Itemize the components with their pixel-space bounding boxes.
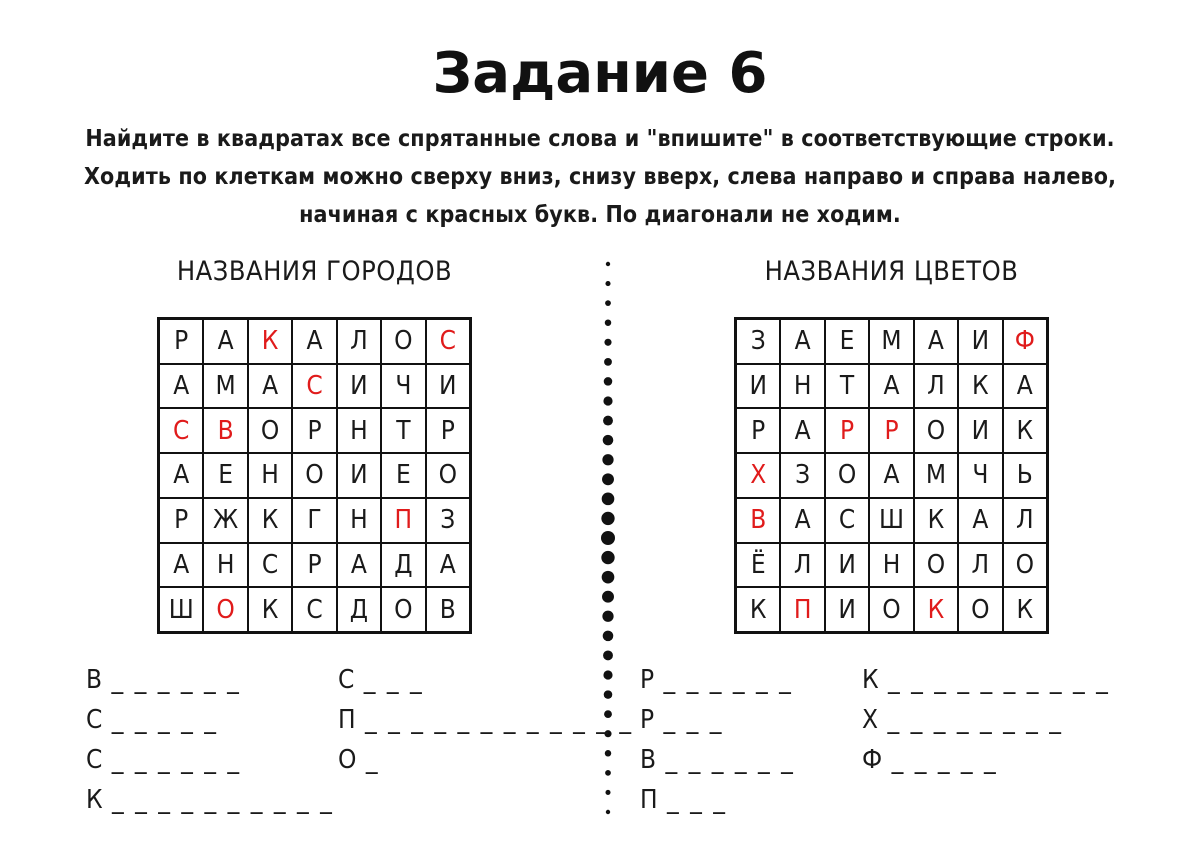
grid-cell: О (293, 454, 335, 497)
grid-cell: С (427, 320, 469, 363)
grid-cell: Р (160, 499, 202, 542)
grid-cell: С (293, 588, 335, 631)
divider-dot (603, 650, 613, 660)
grid-cell: А (781, 499, 823, 542)
grid-cell: П (382, 499, 424, 542)
grid-cell: О (427, 454, 469, 497)
grid-cell: Р (427, 409, 469, 452)
divider-dot (603, 435, 614, 446)
grid-cell: К (915, 588, 957, 631)
answer-first-letter: С (338, 665, 356, 695)
divider-dot (602, 473, 614, 485)
answer-line[interactable] (640, 702, 723, 738)
grid-cell: А (204, 320, 246, 363)
grid-cell: Р (826, 409, 868, 452)
divider-dot (605, 281, 610, 286)
answer-first-letter: В (640, 745, 658, 775)
grid-cell: К (1004, 409, 1046, 452)
grid-cell: О (915, 544, 957, 587)
divider-dot (605, 750, 611, 756)
answer-first-letter: Ф (862, 745, 884, 775)
grid-cell: Н (204, 544, 246, 587)
grid-cell: С (826, 499, 868, 542)
grid-cell: Х (737, 454, 779, 497)
divider-dot (603, 396, 612, 405)
flowers-letter-grid (734, 317, 1049, 634)
divider-dot (601, 512, 614, 525)
answer-line[interactable] (862, 702, 1063, 738)
grid-cell: Ж (204, 499, 246, 542)
answer-first-letter: Х (862, 705, 880, 735)
divider-dot (602, 493, 615, 506)
grid-cell: П (781, 588, 823, 631)
grid-cell: З (737, 320, 779, 363)
answer-line[interactable] (86, 742, 241, 778)
divider-dot (602, 571, 615, 584)
answer-blanks: _ _ _ _ _ _ (663, 665, 793, 695)
grid-cell: О (915, 409, 957, 452)
grid-cell: Ш (870, 499, 912, 542)
divider-dot (605, 790, 610, 795)
answer-first-letter: К (862, 665, 880, 695)
answer-blanks: _ _ _ _ _ _ _ _ _ _ (888, 665, 1110, 695)
answer-line[interactable] (86, 662, 241, 698)
grid-cell: И (826, 588, 868, 631)
grid-cell: Т (382, 409, 424, 452)
grid-cell: Р (160, 320, 202, 363)
grid-cell: И (959, 409, 1001, 452)
instruction-line-1: Найдите в квадратах все спрятанные слова и "впишите" в соответствующие строки. (85, 126, 1115, 152)
divider-dot (605, 770, 611, 776)
answer-line[interactable] (640, 662, 793, 698)
grid-cell: А (870, 365, 912, 408)
divider-dot (606, 262, 610, 266)
answer-blanks: _ _ _ _ _ _ (111, 665, 241, 695)
grid-cell: Н (249, 454, 291, 497)
grid-cell: Ш (160, 588, 202, 631)
instruction-line-2: Ходить по клеткам можно сверху вниз, снизу вверх, слева направо и справа налево, (83, 164, 1117, 190)
grid-cell: В (204, 409, 246, 452)
grid-cell: И (338, 365, 380, 408)
grid-cell: О (870, 588, 912, 631)
answer-first-letter: П (338, 705, 357, 735)
grid-cell: А (781, 320, 823, 363)
grid-cell: Л (959, 544, 1001, 587)
grid-cell: А (338, 544, 380, 587)
grid-cell: С (249, 544, 291, 587)
answer-first-letter: О (338, 745, 358, 775)
grid-cell: Н (338, 499, 380, 542)
grid-cell: К (737, 588, 779, 631)
grid-cell: Е (382, 454, 424, 497)
grid-cell: К (959, 365, 1001, 408)
grid-cell: М (204, 365, 246, 408)
grid-cell: К (1004, 588, 1046, 631)
flowers-heading: НАЗВАНИЯ ЦВЕТОВ (764, 256, 1019, 287)
grid-cell: А (160, 365, 202, 408)
grid-cell: А (160, 454, 202, 497)
grid-cell: И (826, 544, 868, 587)
answer-blanks: _ (365, 745, 380, 775)
answer-blanks: _ _ _ _ _ _ _ _ _ _ (112, 785, 334, 815)
grid-cell: А (427, 544, 469, 587)
answer-blanks: _ _ _ (363, 665, 424, 695)
grid-cell: А (1004, 365, 1046, 408)
grid-cell: А (915, 320, 957, 363)
grid-cell: Ё (737, 544, 779, 587)
grid-cell: В (427, 588, 469, 631)
answer-first-letter: П (640, 785, 659, 815)
grid-cell: Ф (1004, 320, 1046, 363)
answer-line[interactable] (862, 662, 1110, 698)
answer-line[interactable] (862, 742, 998, 778)
grid-cell: З (427, 499, 469, 542)
grid-cell: З (781, 454, 823, 497)
answer-first-letter: В (86, 665, 104, 695)
grid-cell: О (204, 588, 246, 631)
answer-blanks: _ _ _ _ _ (891, 745, 998, 775)
answer-blanks: _ _ _ (667, 785, 727, 815)
answer-blanks: _ _ _ _ _ _ (665, 745, 795, 775)
grid-cell: О (826, 454, 868, 497)
grid-cell: М (870, 320, 912, 363)
answer-blanks: _ _ _ _ _ _ _ _ _ _ _ _ (365, 705, 634, 735)
grid-cell: И (959, 320, 1001, 363)
grid-cell: А (249, 365, 291, 408)
answer-line[interactable] (338, 662, 424, 698)
divider-dot (602, 611, 613, 622)
grid-cell: Ч (382, 365, 424, 408)
grid-cell: О (1004, 544, 1046, 587)
grid-cell: В (737, 499, 779, 542)
grid-cell: М (915, 454, 957, 497)
grid-cell: А (160, 544, 202, 587)
divider-dot (603, 670, 612, 679)
grid-cell: Н (870, 544, 912, 587)
grid-cell: А (293, 320, 335, 363)
grid-cell: Р (293, 544, 335, 587)
grid-cell: С (293, 365, 335, 408)
grid-cell: А (781, 409, 823, 452)
answer-blanks: _ _ _ _ _ _ _ _ (887, 705, 1063, 735)
answer-line[interactable] (338, 742, 380, 778)
instructions (80, 120, 1120, 234)
divider-dot (601, 551, 614, 564)
divider-dot (605, 300, 611, 306)
grid-cell: О (382, 588, 424, 631)
answer-blanks: _ _ _ (663, 705, 724, 735)
divider-dot (606, 810, 610, 814)
grid-cell: С (160, 409, 202, 452)
grid-cell: Н (338, 409, 380, 452)
grid-cell: О (382, 320, 424, 363)
grid-cell: Р (737, 409, 779, 452)
grid-cell: Р (870, 409, 912, 452)
grid-cell: К (915, 499, 957, 542)
grid-cell: И (737, 365, 779, 408)
grid-cell: Е (826, 320, 868, 363)
answer-line[interactable] (640, 782, 727, 818)
grid-cell: Е (204, 454, 246, 497)
cities-letter-grid (157, 317, 472, 634)
divider-dot (602, 591, 614, 603)
instruction-line-3: начиная с красных букв. По диагонали не ходим. (299, 202, 901, 228)
grid-cell: Д (382, 544, 424, 587)
grid-cell: К (249, 499, 291, 542)
divider-dot (602, 454, 613, 465)
divider-dot (605, 319, 611, 325)
answer-first-letter: Р (640, 665, 656, 695)
grid-cell: О (249, 409, 291, 452)
grid-cell: Ч (959, 454, 1001, 497)
grid-cell: Ь (1004, 454, 1046, 497)
grid-cell: К (249, 588, 291, 631)
answer-first-letter: С (86, 745, 104, 775)
grid-cell: К (249, 320, 291, 363)
grid-cell: А (959, 499, 1001, 542)
answer-first-letter: С (86, 705, 104, 735)
grid-cell: И (338, 454, 380, 497)
answer-line[interactable] (86, 702, 218, 738)
answer-line[interactable] (86, 782, 334, 818)
grid-cell: Л (338, 320, 380, 363)
answer-first-letter: Р (640, 705, 656, 735)
grid-cell: Т (826, 365, 868, 408)
divider-dot (603, 416, 613, 426)
grid-cell: Д (338, 588, 380, 631)
answer-line[interactable] (338, 702, 633, 738)
grid-cell: А (870, 454, 912, 497)
answer-first-letter: К (86, 785, 104, 815)
divider-dot (604, 690, 613, 699)
grid-cell: Л (1004, 499, 1046, 542)
grid-cell: Р (293, 409, 335, 452)
grid-cell: О (959, 588, 1001, 631)
grid-cell: Г (293, 499, 335, 542)
divider-dot (604, 358, 612, 366)
grid-cell: Н (781, 365, 823, 408)
divider-dot (603, 631, 614, 642)
divider-dot (604, 339, 611, 346)
cities-heading: НАЗВАНИЯ ГОРОДОВ (176, 256, 453, 287)
grid-cell: И (427, 365, 469, 408)
page-title: Задание 6 (432, 41, 768, 106)
grid-cell: Л (781, 544, 823, 587)
grid-cell: Л (915, 365, 957, 408)
answer-blanks: _ _ _ _ _ _ (111, 745, 242, 775)
answer-line[interactable] (640, 742, 795, 778)
divider-dot (604, 377, 613, 386)
divider-dot (601, 531, 615, 545)
answer-blanks: _ _ _ _ _ (111, 705, 218, 735)
